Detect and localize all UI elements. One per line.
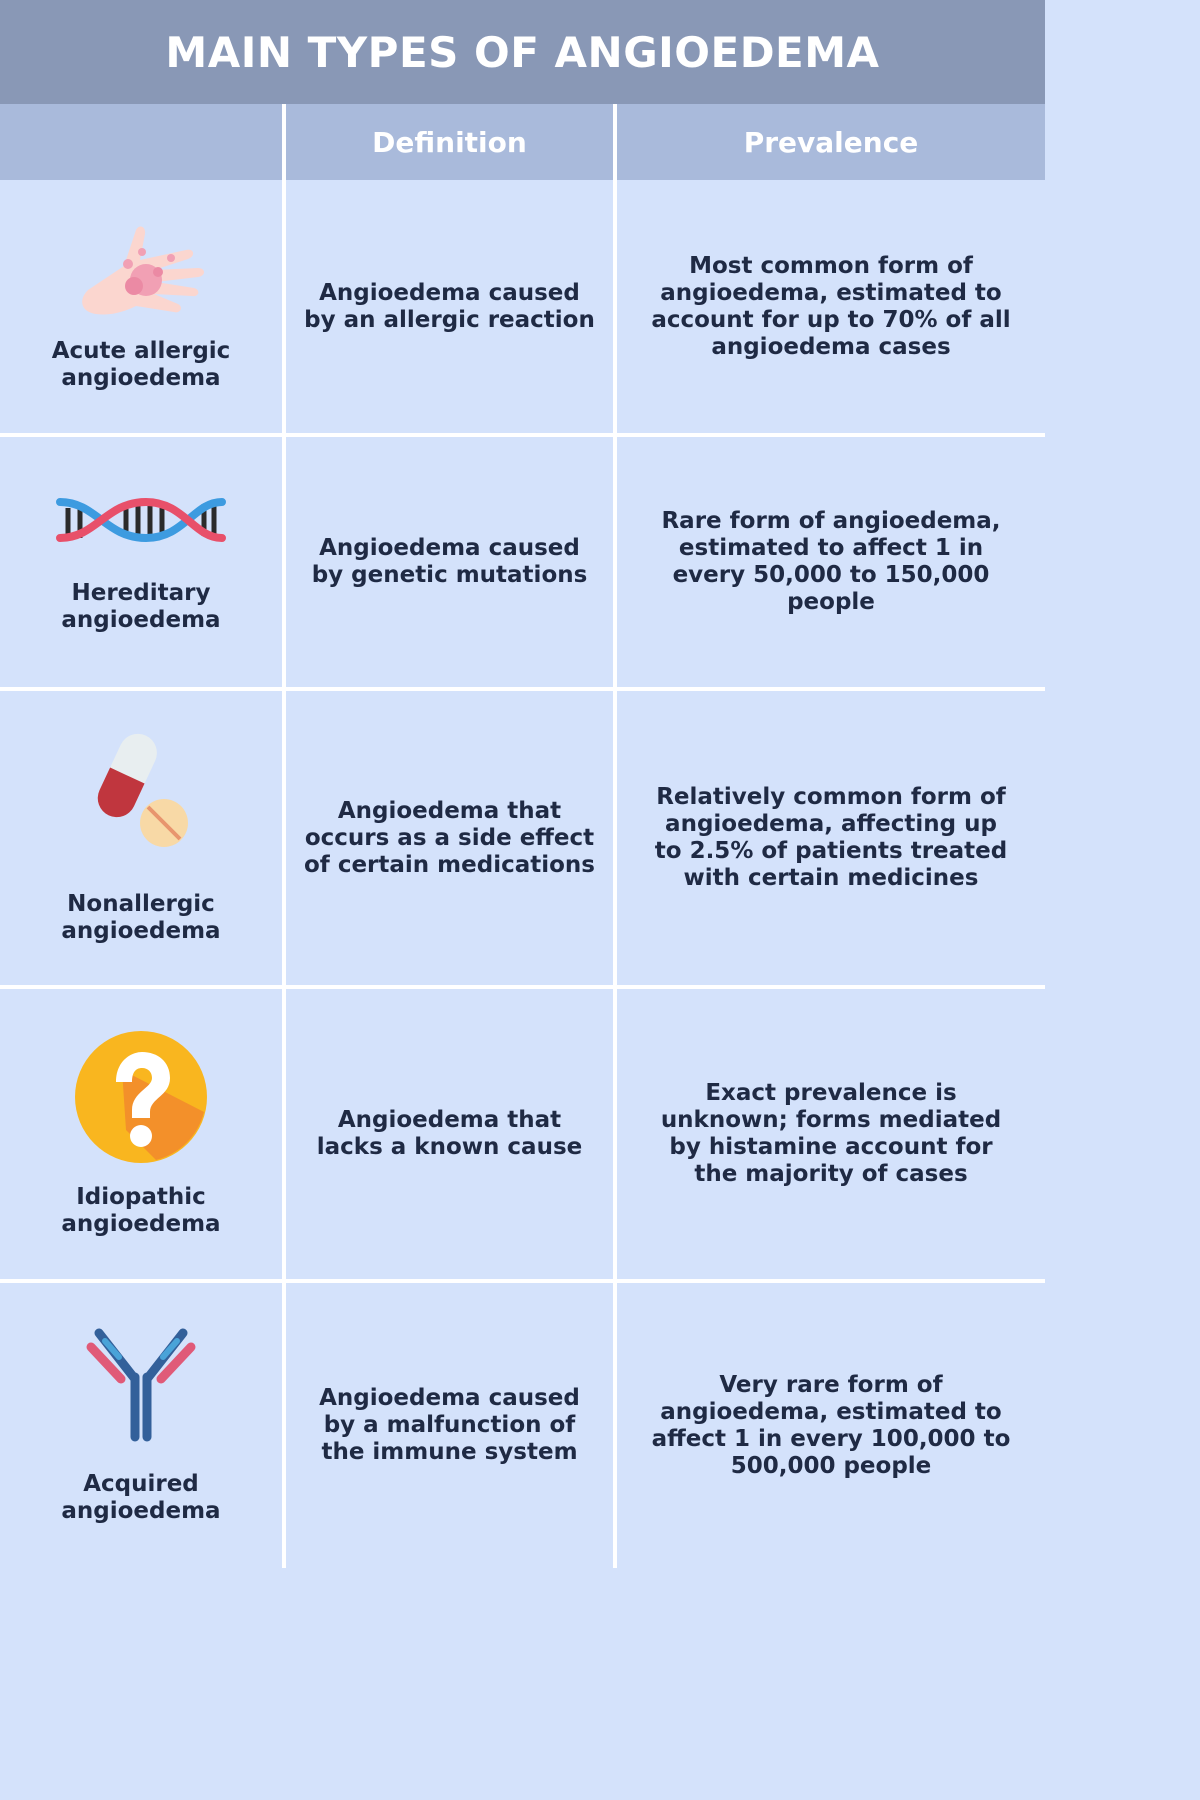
header-type <box>0 104 282 180</box>
table-row <box>0 1283 1045 1568</box>
type-name-line: Hereditary <box>71 580 211 606</box>
definition-cell: Angioedema that lacks a known cause <box>316 1107 583 1160</box>
type-name-line: angioedema <box>61 918 221 944</box>
type-name-line: angioedema <box>61 364 221 391</box>
type-name-line: angioedema <box>61 607 221 633</box>
prevalence-cell: Most common form of angioedema, estimated to account for up to 70% of all angioedema cases <box>651 252 1011 360</box>
title-bar <box>0 0 1045 104</box>
pills-icon <box>86 731 196 851</box>
type-cell <box>0 691 282 985</box>
type-cell <box>0 989 282 1279</box>
antibody-icon <box>81 1327 201 1443</box>
type-name <box>61 891 220 945</box>
table-row <box>0 691 1045 985</box>
header-prevalence: Prevalence <box>743 125 919 159</box>
definition-cell: Angioedema caused by an allergic reaction <box>304 279 595 333</box>
type-name <box>52 338 231 392</box>
table-row <box>0 437 1045 687</box>
header-definition: Definition <box>372 125 527 159</box>
type-name-line: Idiopathic <box>76 1184 206 1210</box>
definition-cell: Angioedema that occurs as a side effect of certain medications <box>304 797 595 878</box>
type-name-line: Acquired <box>83 1470 199 1497</box>
prevalence-cell: Exact prevalence is unknown; forms mediated by histamine account for the majority of cases <box>660 1080 1002 1187</box>
type-cell <box>0 1283 282 1568</box>
definition-cell: Angioedema caused by a malfunction of the immune system <box>319 1385 580 1465</box>
type-cell <box>0 437 282 687</box>
prevalence-cell: Rare form of angioedema, estimated to affect 1 in every 50,000 to 150,000 people <box>661 508 1001 615</box>
hand-rash-icon <box>66 222 216 322</box>
type-name-line: Acute allergic <box>51 337 231 364</box>
question-mark-icon <box>74 1030 208 1164</box>
type-name <box>61 1184 220 1238</box>
type-name <box>61 580 220 634</box>
dna-icon <box>56 490 226 550</box>
definition-cell: Angioedema caused by genetic mutations <box>311 535 588 588</box>
table-header-row <box>0 104 1045 180</box>
type-cell <box>0 180 282 433</box>
table-row <box>0 180 1045 433</box>
type-name-line: angioedema <box>61 1497 221 1524</box>
prevalence-cell: Very rare form of angioedema, estimated to affect 1 in every 100,000 to 500,000 people <box>651 1371 1011 1479</box>
type-name <box>61 1471 220 1525</box>
table-row <box>0 989 1045 1279</box>
page-title: MAIN TYPES OF ANGIOEDEMA <box>165 27 880 77</box>
type-name-line: Nonallergic <box>67 891 215 917</box>
type-name-line: angioedema <box>61 1211 221 1237</box>
prevalence-cell: Relatively common form of angioedema, affecting up to 2.5% of patients treated with certain medicines <box>654 784 1008 891</box>
